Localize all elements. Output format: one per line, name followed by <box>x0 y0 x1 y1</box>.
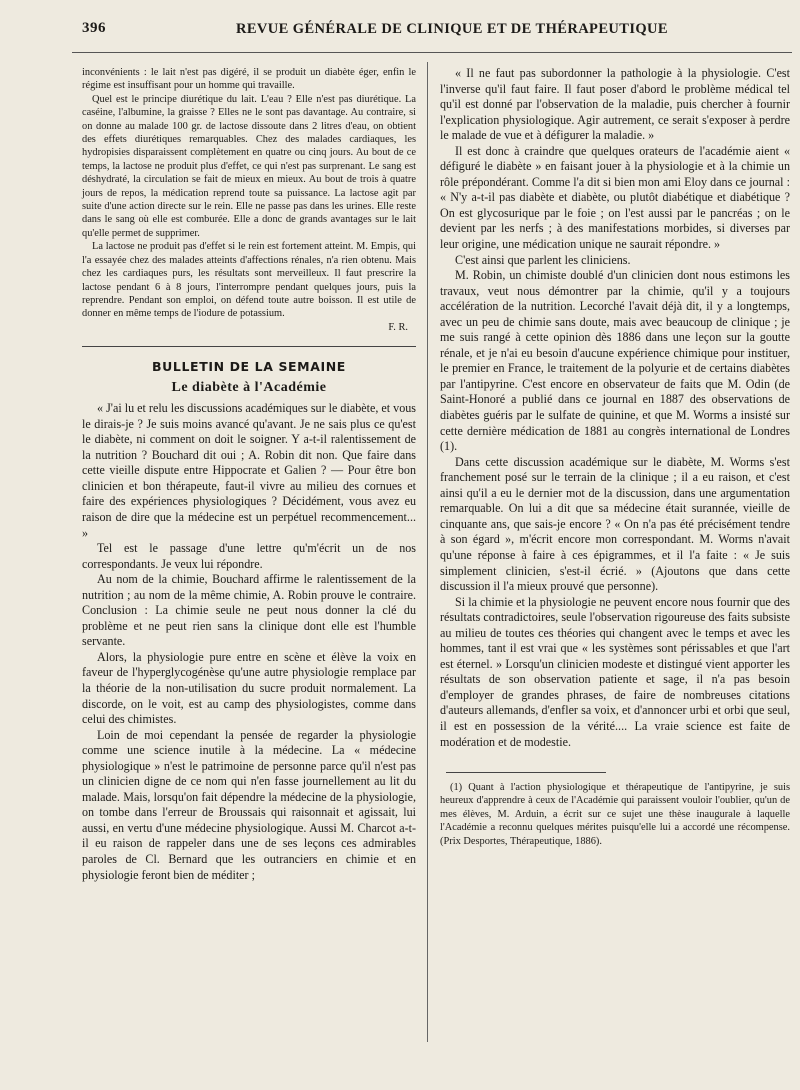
paragraph: Alors, la physiologie pure entre en scène et élève la voix en faveur de l'hyperglycogénèse qu'une autre physiologie remplace par la théorie de la non-utilisation du sucre produit normalement. La discorde, on le voit, est au camp des physiologistes, comme dans celui des chimistes. <box>82 649 416 727</box>
paragraph: inconvénients : le lait n'est pas digéré, il se produit un diabète éger, enfin le régime est insuffisant pour un homme qui travaille. <box>82 67 416 92</box>
paragraph: C'est ainsi que parlent les cliniciens. <box>455 252 631 267</box>
article-body <box>82 401 416 883</box>
footnote-text: (1) Quant à l'action physiologique et thérapeutique de l'antipyrine, je suis heureux d'apprendre à ceux de l'Académie qui paraissent vouloir l'oublier, qu'un de mes élèves, M. Arduin, a écrit sur ce sujet une thèse inaugurale à laquelle l'Académie a reconnu quelques mérites puisqu'elle lui a accordé une récompense. (Prix Desportes, Thérapeutique, 1886). <box>440 782 790 847</box>
page-number: 396 <box>82 20 106 36</box>
paragraph: Loin de moi cependant la pensée de regarder la physiologie comme une science inutile à la médecine. La « médecine physiologique » n'est le patrimoine de personne parce qu'il n'est pas un clinicien digne de ce nom qui n'en fasse journellement au lit du malade. Mais, lorsqu'on fait dépendre la médecine de la physiologie, on tombe dans l'erreur de Broussais qui raisonnait et agissait, lui aussi, en vertu d'une médecine physiologique. Aussi M. Charcot a-t-il eu raison de rappeler dans une de ses leçons ces admirables paroles de Cl. Bernard que les outranciers en chimie et en physiologie feront bien de méditer ; <box>82 727 416 882</box>
page-header <box>72 18 792 42</box>
column-divider <box>427 62 428 1042</box>
footnote-rule <box>446 772 606 773</box>
section-title: BULLETIN DE LA SEMAINE <box>152 359 346 375</box>
right-column <box>440 66 790 848</box>
paragraph: La lactose ne produit pas d'effet si le rein est fortement atteint. M. Empis, qui l'a essayée chez des malades atteints d'affections rénales, n'a rien obtenu. Mais chez les cardiaques purs, les résultats sont merveilleux. Il faut prescrire la lactose pendant 6 à 8 jours, l'interrompre pendant quelques jours, puis la reprendre. Pendant son emploi, on défend toute autre boisson. Il est utile de donner en même temps de l'iodure de potassium. <box>82 241 416 320</box>
paragraph: « Il ne faut pas subordonner la pathologie à la physiologie. C'est l'inverse qu'il faut faire. Il faut poser d'abord le problème médical tel qu'il est donné par l'observation de la maladie, puis chercher à fournir l'explication physiologique. Agir autrement, ce serait s'exposer à perdre le malade de vue et à défigurer la maladie. » <box>440 66 790 143</box>
paragraph: « J'ai lu et relu les discussions académiques sur le diabète, et vous le dirais-je ? Je suis moins avancé qu'avant. Je ne sais plus ce qu'est le diabète, ni comment on doit le soigner. Y a-t-il ralentissement de la nutrition ? Bouchard dit oui ; A. Robin dit non. Que faire dans cette vieille dispute entre Hippocrate et Galien ? — Pour être bon clinicien et bon thérapeute, faut-il vivre au milieu des cornues et faire des expériences physiologiques ? Décidément, vous avez eu raison de dire que la médecine est un perpétuel recommencement... » <box>82 401 416 540</box>
footnote <box>440 781 790 848</box>
paragraph: Si la chimie et la physiologie ne peuvent encore nous fournir que des résultats contradictoires, seule l'observation rigoureuse des faits subsiste au milieu de toutes ces théories qui changent avec le temps et avec les hommes, tant il est vrai que « les systèmes sont périssables et que l'art est éternel. » Lorsqu'un clinicien modeste et distingué vient apporter les résultats de son observation patiente et sage, il n'a pas besoin d'employer de grandes phrases, de faire de nombreuses citations d'auteurs allemands, d'enfler sa voix, et d'annoncer urbi et orbi que seul, il est en possession de la vérité.... La vraie science est faite de modération et de modestie. <box>440 594 790 749</box>
previous-article-end <box>82 66 416 334</box>
running-title: REVUE GÉNÉRALE DE CLINIQUE ET DE THÉRAPEUTIQUE <box>235 21 668 37</box>
author-signature: F. R. <box>388 321 408 333</box>
header-rule <box>72 52 792 53</box>
paragraph: Tel est le passage d'une lettre qu'm'écrit un de nos correspondants. Je veux lui répondre. <box>82 541 416 571</box>
left-column <box>82 66 416 883</box>
section-divider <box>82 346 416 347</box>
paragraph: Au nom de la chimie, Bouchard affirme le ralentissement de la nutrition ; au nom de la même chimie, A. Robin prouve le contraire. Conclusion : La chimie seule ne peut nous donner la clé du problème et ne peut rien sans la clinique dont elle est l'humble servante. <box>82 572 416 649</box>
paragraph: M. Robin, un chimiste doublé d'un clinicien dont nous estimons les travaux, veut nous démontrer par la chimie, qu'il y a toujours accélération de la nutrition. Lecorché l'avait déjà dit, il y a longtemps, avec un peu de chimie sans doute, mais avec beaucoup de clinique ; je me suis rangé à cette opinion dès 1886 dans une leçon sur la goutte rénale, et je n'ai eu besoin d'aucune expérience chimique pour instituer, le premier en France, le traitement de la polyurie et de certains diabètes par l'antipyrine. C'est encore en observateur de faits que M. Odin (de Saint-Honoré a publié dans ce journal en 1887 des observations de diabètes guéris par le sulfate de quinine, et que M. Worms a insisté sur cette dernière médication de 1881 au congrès international de Londres (1). <box>440 268 790 454</box>
paragraph: Dans cette discussion académique sur le diabète, M. Worms s'est franchement posé sur le terrain de la clinique ; il a eu raison, et c'est ainsi qu'il a eu le dernier mot de la discussion, dans une argumentation remarquable. On lui a dit que sa médecine était surannée, vieille de cinquante ans, que sais-je encore ? « On n'a pas été précisément tendre à son égard », m'écrit encore mon correspondant. M. Worms n'avait qu'une réponse à faire à ces épigrammes, et il l'a faite : « Je suis simplement clinicien, s'est-il écrié. » (Ajoutons que dans cette discussion il l'a mieux prouvé que personne). <box>440 454 790 594</box>
paragraph: Quel est le principe diurétique du lait. L'eau ? Elle n'est pas diurétique. La caséine, l'albumine, la graisse ? Elles ne le sont pas davantage. Au contraire, si on donne au malade 100 gr. de lactose dissoute dans 2 litres d'eau, on obtient des effets diurétiques remarquables. Chez des malades cardiaques, les hydropisies disparaissent complètement en quatre ou cinq jours. Au bout de ce temps, la lactose ne produit plus d'effet, ce qui n'est pas surprenant. Le sang est déshydraté, la circulation se fait de mieux en mieux. Au bout de trois à quatre jours de repos, la médication reprend toute sa puissance. La lactose agit par suite d'une action directe sur le rein. Elle ne passe pas dans les urines. Elle reste dans le sang où elle est comburée. Elle a donc de grands avantages sur le lait qu'elle permet de supprimer. <box>82 93 416 239</box>
paragraph: Il est donc à craindre que quelques orateurs de l'académie aient « défiguré le diabète » en faisant jouer à la physiologie et à la chimie un rôle prépondérant. Comme l'a dit si bien mon ami Eloy dans ce journal : « N'y a-t-il pas diabète et diabète, ou plutôt diabétique et diabétique ? On est glycosurique par le foie ; on l'est aussi par le pancréas ; on le devient par les nerfs ; à des manifestations morbides, si diverses par leur origine, une médication unique ne saurait répondre. » <box>440 143 790 252</box>
article-title: Le diabète à l'Académie <box>171 380 327 396</box>
